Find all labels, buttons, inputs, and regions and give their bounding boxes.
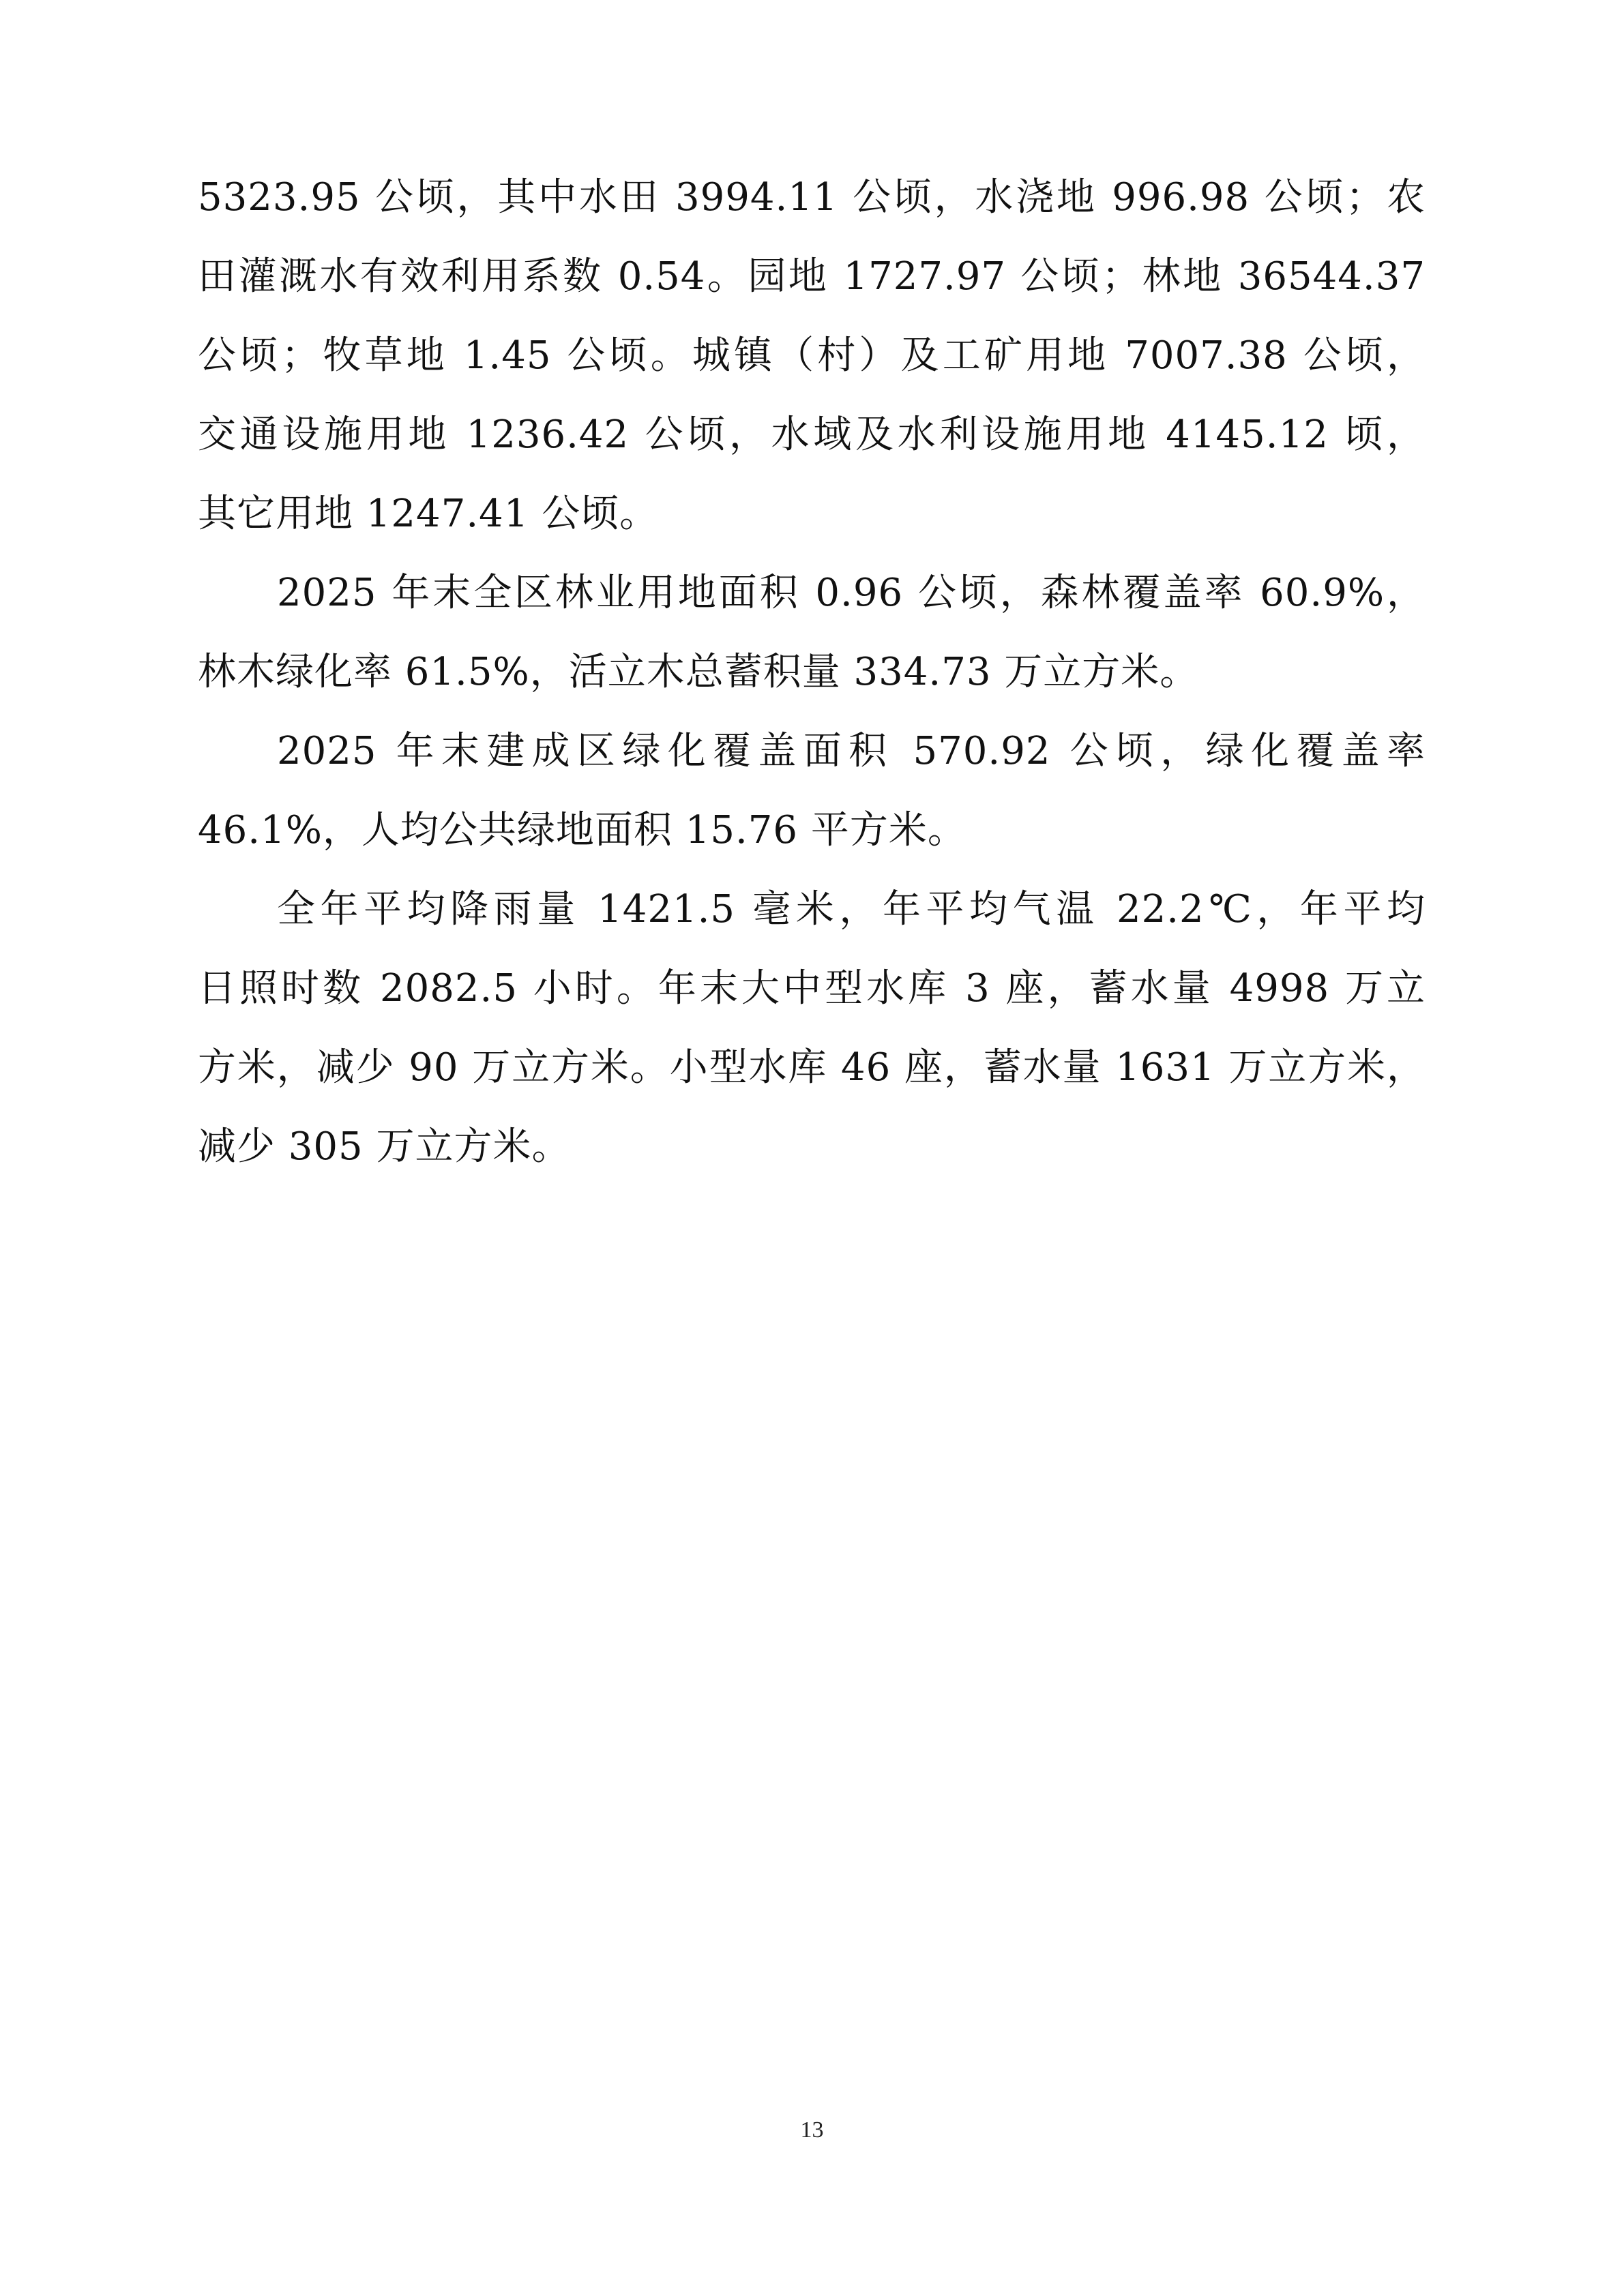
text-line: 2025 年末全区林业用地面积 0.96 公顷，森林覆盖率 60.9%， bbox=[277, 571, 1426, 615]
page-number: 13 bbox=[800, 2117, 824, 2143]
text-line: 公顷；牧草地 1.45 公顷。城镇（村）及工矿用地 7007.38 公顷， bbox=[198, 333, 1426, 378]
text-line: 46.1%，人均公共绿地面积 15.76 平方米。 bbox=[198, 808, 966, 852]
text-line: 日照时数 2082.5 小时。年末大中型水库 3 座，蓄水量 4998 万立 bbox=[198, 966, 1426, 1011]
document-body bbox=[198, 158, 1426, 1187]
text-line: 方米，减少 90 万立方米。小型水库 46 座，蓄水量 1631 万立方米， bbox=[198, 1045, 1426, 1090]
text-line: 减少 305 万立方米。 bbox=[198, 1124, 571, 1169]
paragraph-forestry bbox=[198, 554, 1426, 712]
text-line: 5323.95 公顷，其中水田 3994.11 公顷，水浇地 996.98 公顷；农 bbox=[198, 175, 1426, 220]
text-line: 其它用地 1247.41 公顷。 bbox=[198, 492, 659, 536]
text-line: 田灌溉水有效利用系数 0.54。园地 1727.97 公顷；林地 36544.37 bbox=[198, 254, 1426, 299]
text-line: 2025 年末建成区绿化覆盖面积 570.92 公顷，绿化覆盖率 bbox=[277, 729, 1426, 773]
text-line: 交通设施用地 1236.42 公顷，水域及水利设施用地 4145.12 顷， bbox=[198, 413, 1426, 457]
text-line: 林木绿化率 61.5%，活立木总蓄积量 334.73 万立方米。 bbox=[198, 650, 1199, 694]
paragraph-greening bbox=[198, 712, 1426, 870]
paragraph-land-use bbox=[198, 158, 1426, 554]
paragraph-climate-reservoirs bbox=[198, 870, 1426, 1187]
text-line: 全年平均降雨量 1421.5 毫米，年平均气温 22.2℃，年平均 bbox=[277, 887, 1426, 931]
